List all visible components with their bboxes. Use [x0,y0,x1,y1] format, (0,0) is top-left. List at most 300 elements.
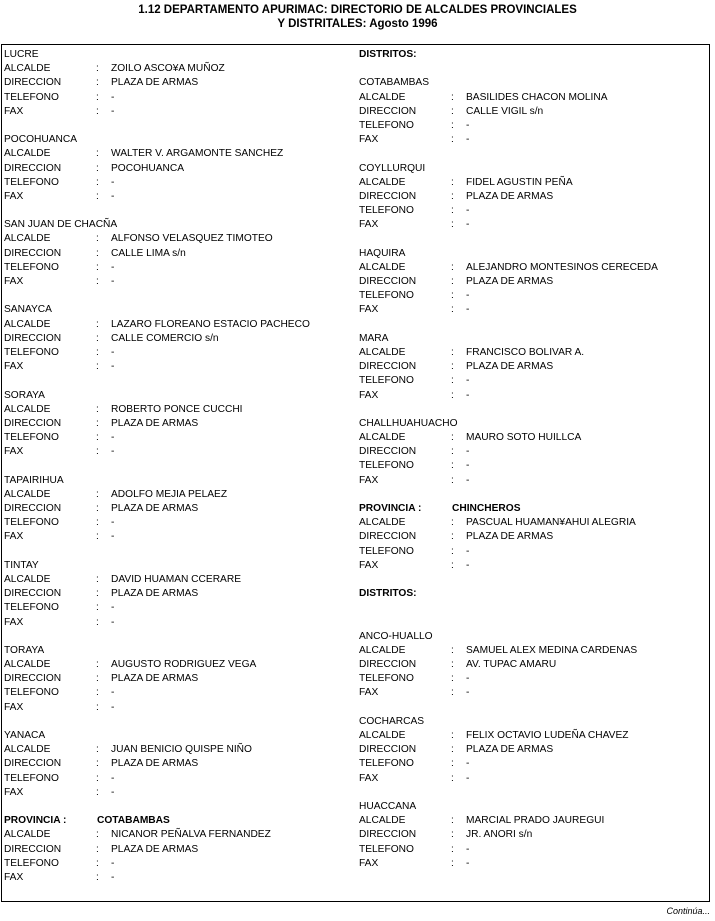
field-label: FAX [359,559,379,571]
field-label: FAX [4,361,24,373]
field-row-alcalde [4,658,354,672]
field-separator: : [451,205,454,217]
field-label: DIRECCION [359,829,417,841]
field-row-direccion [359,828,709,842]
field-label: ALCALDE [4,573,51,585]
field-label: TELEFONO [4,176,59,188]
field-row-direccion [359,445,709,459]
district-block [359,247,709,318]
spacer [359,147,709,161]
field-row-telefono [4,176,354,190]
field-label: TELEFONO [4,517,59,529]
field-label: DIRECCION [4,843,62,855]
spacer [359,786,709,800]
field-label: DIRECCION [359,446,417,458]
field-value: - [111,176,115,188]
field-value: AUGUSTO RODRIGUEZ VEGA [111,659,257,671]
spacer [4,289,354,303]
field-label: ALCALDE [359,432,406,444]
field-label: TELEFONO [4,857,59,869]
district-block [359,332,709,403]
field-label: DIRECCION [359,361,417,373]
field-row-direccion [4,587,354,601]
field-row-direccion [4,76,354,90]
spacer [359,701,709,715]
field-row-telefono [359,672,709,686]
field-row-direccion [4,247,354,261]
field-row-direccion [4,757,354,771]
field-row-fax [359,857,709,871]
field-separator: : [451,105,454,117]
spacer [359,403,709,417]
field-separator: : [451,219,454,231]
field-label: DIRECCION [4,77,62,89]
field-value: JUAN BENICIO QUISPE NIÑO [111,744,252,756]
field-separator: : [96,403,99,415]
field-label: FAX [4,871,24,883]
field-value: - [466,772,470,784]
field-separator: : [96,233,99,245]
field-value: - [466,687,470,699]
field-row-fax [359,133,709,147]
field-row-alcalde [4,488,354,502]
field-value: - [111,261,115,273]
field-separator: : [96,91,99,103]
field-row-direccion [4,843,354,857]
field-row-fax [4,190,354,204]
field-label: TELEFONO [4,91,59,103]
field-value: ZOILO ASCO¥A MUÑOZ [111,63,225,75]
spacer [359,601,709,615]
field-value: PLAZA DE ARMAS [466,276,554,287]
field-value: - [466,460,470,472]
field-value: - [111,517,115,529]
field-label: ALCALDE [4,659,51,671]
spacer [359,318,709,332]
left-column [4,48,354,885]
field-value: PLAZA DE ARMAS [111,503,199,514]
field-label: ALCALDE [4,318,51,330]
entry-name: COCHARCAS [359,715,425,727]
province-label: PROVINCIA : [4,815,67,827]
field-value: DAVID HUAMAN CCERARE [111,573,241,585]
field-label: ALCALDE [4,403,51,415]
district-block [4,389,354,460]
province-header [4,814,354,828]
field-label: DIRECCION [359,659,417,671]
field-separator: : [451,346,454,358]
district-block [359,162,709,233]
field-label: DIRECCION [359,744,417,756]
field-row-telefono [359,204,709,218]
field-label: ALCALDE [4,148,51,160]
field-label: ALCALDE [359,91,406,103]
field-label: TELEFONO [359,843,414,855]
field-row-fax [4,445,354,459]
district-block [359,417,709,488]
field-row-alcalde [4,403,354,417]
field-value: CALLE COMERCIO s/n [111,332,219,344]
field-label: FAX [4,701,24,713]
field-separator: : [96,857,99,869]
field-separator: : [96,744,99,756]
field-separator: : [96,105,99,117]
district-block [4,559,354,630]
continua-note: Continúa... [666,906,710,916]
field-separator: : [451,744,454,756]
field-label: TELEFONO [4,346,59,358]
field-value: ALFONSO VELASQUEZ TIMOTEO [111,233,273,245]
field-row-direccion [359,743,709,757]
district-block [4,729,354,800]
field-separator: : [451,134,454,146]
field-row-fax [359,303,709,317]
field-label: DIRECCION [4,417,62,429]
entry-name: SORAYA [4,389,45,401]
field-row-telefono [4,431,354,445]
field-value: PLAZA DE ARMAS [111,843,199,855]
field-row-telefono [359,119,709,133]
field-label: DIRECCION [359,531,417,543]
field-separator: : [451,644,454,656]
field-separator: : [96,148,99,160]
spacer [4,715,354,729]
spacer [4,630,354,644]
spacer [4,545,354,559]
field-value: ALEJANDRO MONTESINOS CERECEDA [466,261,658,273]
field-row-telefono [4,91,354,105]
field-label: DIRECCION [359,190,417,202]
field-value: - [111,786,115,798]
field-separator: : [96,531,99,543]
field-value: - [466,219,470,231]
field-row-fax [359,474,709,488]
spacer [359,488,709,502]
field-value: ROBERTO PONCE CUCCHI [111,403,243,415]
field-value: - [111,91,115,103]
district-block [359,76,709,147]
field-label: DIRECCION [4,247,62,259]
field-row-alcalde [4,147,354,161]
field-row-direccion [359,530,709,544]
field-value: NICANOR PEÑALVA FERNANDEZ [111,829,271,841]
field-label: ALCALDE [359,644,406,656]
field-value: CALLE VIGIL s/n [466,105,544,117]
field-label: FAX [4,190,24,202]
field-label: ALCALDE [4,488,51,500]
field-value: - [111,346,115,358]
field-row-direccion [4,332,354,346]
field-value: - [111,361,115,373]
field-value: - [466,304,470,316]
field-separator: : [451,91,454,103]
field-label: DIRECCION [4,503,62,514]
field-row-fax [4,616,354,630]
field-value: MAURO SOTO HUILLCA [466,432,582,444]
field-separator: : [451,361,454,373]
field-row-fax [359,218,709,232]
field-value: - [111,701,115,713]
field-separator: : [96,176,99,188]
district-block [4,48,354,119]
field-value: - [111,190,115,202]
field-label: DIRECCION [4,332,62,344]
field-separator: : [451,119,454,131]
field-row-alcalde [359,91,709,105]
field-label: TELEFONO [359,375,414,387]
field-separator: : [451,758,454,770]
field-value: - [466,673,470,685]
field-separator: : [451,460,454,472]
field-label: ALCALDE [359,346,406,358]
field-separator: : [451,290,454,302]
field-separator: : [451,375,454,387]
field-label: FAX [359,389,379,401]
field-label: DIRECCION [4,673,62,685]
field-separator: : [96,843,99,855]
field-value: SAMUEL ALEX MEDINA CARDENAS [466,644,638,656]
field-separator: : [451,517,454,529]
field-label: DIRECCION [4,758,62,770]
field-row-fax [4,530,354,544]
field-separator: : [96,361,99,373]
field-row-alcalde [359,346,709,360]
field-row-alcalde [359,644,709,658]
field-value: PLAZA DE ARMAS [111,588,199,600]
field-label: FAX [4,446,24,458]
district-block [4,218,354,289]
field-label: TELEFONO [4,687,59,699]
field-row-fax [4,786,354,800]
district-block [4,303,354,374]
field-value: AV. TUPAC AMARU [466,659,557,671]
province-header [359,502,709,516]
field-separator: : [451,730,454,741]
page-title [0,3,715,31]
field-row-direccion [359,658,709,672]
field-separator: : [451,815,454,827]
entry-name: LUCRE [4,49,39,60]
spacer [359,62,709,76]
field-separator: : [96,701,99,713]
field-separator: : [451,545,454,557]
field-value: - [466,559,470,571]
field-row-alcalde [359,431,709,445]
field-row-telefono [4,601,354,615]
field-separator: : [451,474,454,486]
field-value: CALLE LIMA s/n [111,247,186,259]
field-label: TELEFONO [359,545,414,557]
field-value: PASCUAL HUAMAN¥AHUI ALEGRIA [466,517,636,529]
field-separator: : [451,829,454,841]
field-row-telefono [4,261,354,275]
field-separator: : [96,687,99,699]
district-block [4,644,354,715]
field-row-alcalde [359,261,709,275]
field-value: - [111,687,115,699]
field-row-telefono [4,516,354,530]
province-name: CHINCHEROS [452,503,521,514]
field-row-telefono [4,857,354,871]
field-value: - [466,205,470,217]
field-value: - [111,871,115,883]
field-separator: : [451,857,454,869]
field-value: - [466,446,470,458]
field-separator: : [451,276,454,287]
province-label: PROVINCIA : [359,503,422,514]
spacer [4,374,354,388]
field-label: FAX [4,276,24,287]
province-name: COTABAMBAS [97,815,170,827]
field-row-alcalde [359,814,709,828]
province-block [359,502,709,573]
field-value: - [466,758,470,770]
field-label: FAX [4,105,24,117]
field-row-telefono [4,686,354,700]
field-row-fax [359,772,709,786]
field-value: PLAZA DE ARMAS [466,744,554,756]
field-row-direccion [359,275,709,289]
field-separator: : [96,488,99,500]
field-label: FAX [4,531,24,543]
entry-name: COTABAMBAS [359,77,430,89]
field-separator: : [451,304,454,316]
field-value: MARCIAL PRADO JAUREGUI [466,815,605,827]
field-label: TELEFONO [4,432,59,444]
field-separator: : [96,77,99,89]
entry-name: COYLLURQUI [359,162,426,174]
field-label: ALCALDE [359,176,406,188]
field-separator: : [96,573,99,585]
field-label: TELEFONO [359,460,414,472]
spacer [4,800,354,814]
field-value: - [466,857,470,869]
field-row-fax [4,871,354,885]
field-label: ALCALDE [359,261,406,273]
field-value: - [466,474,470,486]
field-separator: : [96,432,99,444]
right-column [359,48,709,871]
field-row-telefono [359,289,709,303]
field-label: DIRECCION [4,588,62,600]
field-value: - [466,545,470,557]
field-row-fax [359,686,709,700]
field-value: PLAZA DE ARMAS [111,77,199,89]
field-separator: : [96,247,99,259]
field-separator: : [96,588,99,600]
field-row-alcalde [4,62,354,76]
field-separator: : [451,389,454,401]
field-value: JR. ANORI s/n [466,829,533,841]
field-label: ALCALDE [4,233,51,245]
field-separator: : [96,517,99,529]
field-label: TELEFONO [359,758,414,770]
field-separator: : [96,446,99,458]
field-separator: : [451,687,454,699]
field-value: - [111,446,115,458]
field-separator: : [451,531,454,543]
field-value: - [111,857,115,869]
field-label: FAX [359,474,379,486]
field-row-telefono [359,459,709,473]
entry-name: TORAYA [4,644,45,656]
field-separator: : [96,332,99,344]
field-label: FAX [359,772,379,784]
spacer [359,616,709,630]
field-label: ALCALDE [4,744,51,756]
field-separator: : [96,162,99,174]
title-line-2: Y DISTRITALES: Agosto 1996 [277,18,438,30]
field-separator: : [451,843,454,855]
field-row-fax [359,559,709,573]
field-separator: : [96,829,99,841]
district-block [359,715,709,786]
district-block [359,630,709,701]
field-value: - [111,602,115,614]
field-value: - [111,432,115,444]
field-label: ALCALDE [359,815,406,827]
field-value: - [466,119,470,131]
field-separator: : [96,63,99,75]
field-row-telefono [4,772,354,786]
field-label: FAX [359,857,379,869]
field-label: DIRECCION [4,162,62,174]
field-separator: : [96,276,99,287]
entry-name: DISTRITOS: [359,588,417,600]
field-separator: : [96,503,99,514]
field-row-fax [359,389,709,403]
field-separator: : [451,673,454,685]
field-value: - [466,389,470,401]
field-value: FRANCISCO BOLIVAR A. [466,346,585,358]
field-separator: : [451,559,454,571]
field-separator: : [451,772,454,784]
entry-name: SAN JUAN DE CHACÑA [4,219,118,231]
field-label: ALCALDE [4,63,51,75]
field-row-telefono [4,346,354,360]
field-row-alcalde [359,729,709,743]
field-row-fax [4,105,354,119]
district-block [359,800,709,871]
field-label: TELEFONO [359,673,414,685]
field-label: TELEFONO [4,772,59,784]
field-row-telefono [359,545,709,559]
field-separator: : [451,659,454,671]
entry-name: TINTAY [4,559,39,571]
entry-name: YANACA [4,730,46,741]
field-row-direccion [4,417,354,431]
field-row-direccion [359,190,709,204]
field-separator: : [96,616,99,628]
field-label: TELEFONO [4,602,59,614]
field-label: ALCALDE [359,517,406,529]
field-label: FAX [359,687,379,699]
field-separator: : [96,261,99,273]
title-line-1: 1.12 DEPARTAMENTO APURIMAC: DIRECTORIO DE ALCALDES PROVINCIALES [138,4,577,16]
field-separator: : [451,176,454,188]
field-label: DIRECCION [359,105,417,117]
field-separator: : [96,190,99,202]
field-separator: : [451,261,454,273]
field-value: - [111,276,115,287]
field-row-direccion [359,105,709,119]
field-row-telefono [359,843,709,857]
spacer [4,119,354,133]
field-label: TELEFONO [359,119,414,131]
field-row-direccion [4,162,354,176]
field-separator: : [96,772,99,784]
field-separator: : [96,346,99,358]
